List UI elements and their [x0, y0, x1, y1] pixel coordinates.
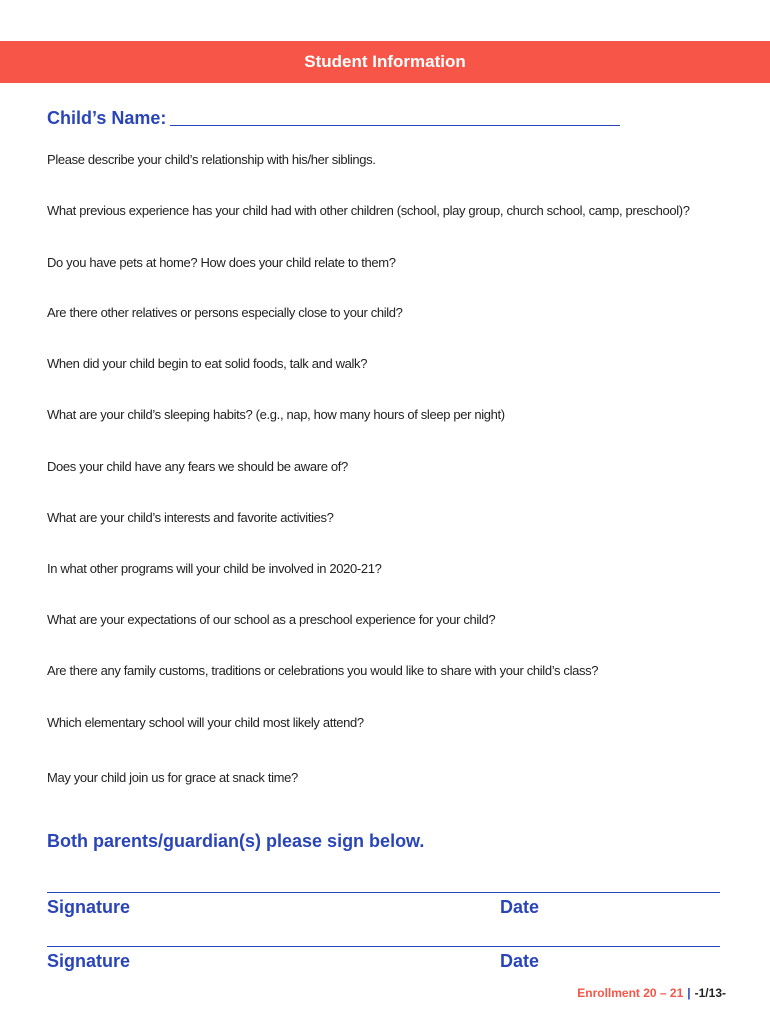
question-other-programs: In what other programs will your child be involved in 2020-21?: [47, 561, 382, 576]
question-siblings: Please describe your child’s relationship with his/her siblings.: [47, 152, 376, 167]
page-footer: [577, 986, 726, 1000]
question-sleeping-habits: What are your child’s sleeping habits? (e.g., nap, how many hours of sleep per night): [47, 407, 505, 422]
signature-label-2: Signature: [47, 951, 131, 971]
question-interests: What are your child’s interests and favorite activities?: [47, 510, 334, 525]
question-milestones: When did your child begin to eat solid foods, talk and walk?: [47, 356, 368, 371]
date-label-1: Date: [500, 897, 540, 917]
question-grace: May your child join us for grace at snack time?: [47, 770, 298, 785]
signature-line-1[interactable]: [47, 892, 720, 893]
header-banner: [0, 41, 770, 83]
child-name-field[interactable]: [170, 125, 620, 126]
child-name-label: Child’s Name:: [47, 108, 167, 128]
question-relatives: Are there other relatives or persons especially close to your child?: [47, 305, 403, 320]
signature-heading: Both parents/guardian(s) please sign below.: [47, 831, 425, 851]
footer-separator: |: [687, 986, 691, 1000]
date-label-2: Date: [500, 951, 540, 971]
signature-line-2[interactable]: [47, 946, 720, 947]
page-number: -1/13-: [694, 986, 726, 1000]
question-expectations: What are your expectations of our school as a preschool experience for your child?: [47, 612, 496, 627]
footer-enrollment: Enrollment 20 – 21: [577, 986, 684, 1000]
question-elementary-school: Which elementary school will your child most likely attend?: [47, 715, 364, 730]
page-title: Student Information: [304, 52, 466, 71]
question-pets: Do you have pets at home? How does your child relate to them?: [47, 255, 396, 270]
question-fears: Does your child have any fears we should be aware of?: [47, 459, 348, 474]
signature-label-1: Signature: [47, 897, 131, 917]
question-previous-experience: What previous experience has your child had with other children (school, play group, church school, camp, preschool)?: [47, 203, 690, 218]
question-family-customs: Are there any family customs, traditions or celebrations you would like to share with your child’s class?: [47, 663, 599, 678]
child-name-row: [47, 108, 620, 129]
